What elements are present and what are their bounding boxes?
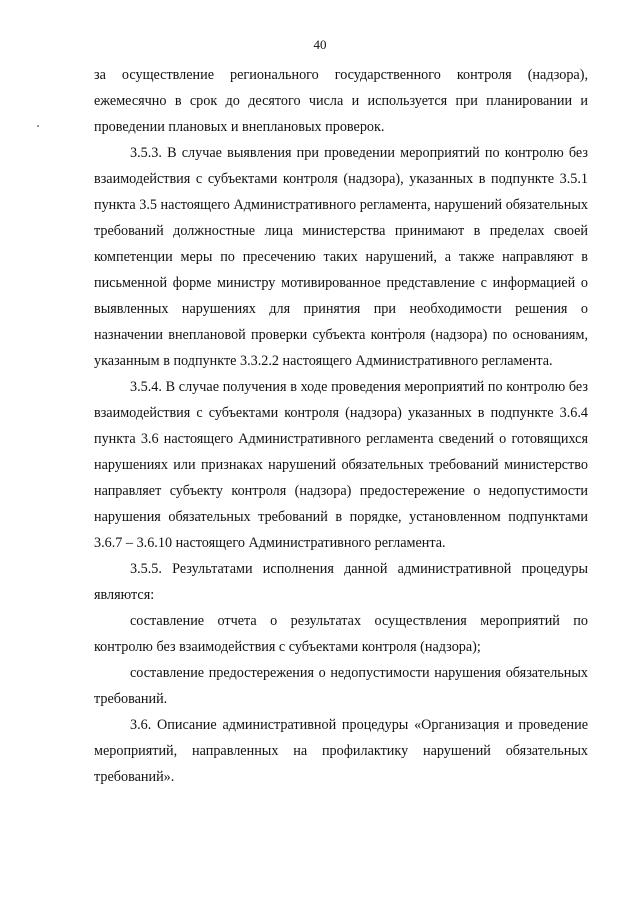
document-body (94, 62, 588, 790)
paragraph-continuation: за осуществление регионального государственного контроля (надзора), ежемесячно в срок до десятого числа и используется при планировании и проведении плановых и внеплановых проверок. (94, 67, 588, 135)
page-number: 40 (313, 37, 327, 52)
paragraph-3-5-4: 3.5.4. В случае получения в ходе проведения мероприятий по контролю без взаимодействия с субъектами контроля (надзора) указанных в подпункте 3.6.4 пункта 3.6 настоящего Административного регламента сведений о готовящихся нарушениях или признаках нарушений обязательных требований министерство направляет субъекту контроля (надзора) предостережение о недопустимости нарушения обязательных требований в порядке, установленном подпунктами 3.6.7 – 3.6.10 настоящего Административного регламента. (94, 379, 588, 551)
paragraph-3-5-5: 3.5.5. Результатами исполнения данной административной процедуры являются: (94, 561, 588, 603)
paragraph-3-5-3: 3.5.3. В случае выявления при проведении мероприятий по контролю без взаимодействия с субъектами контроля (надзора), указанных в подпункте 3.5.1 пункта 3.5 настоящего Административного регламента, нарушений обязательных требований должностные лица министерства принимают в пределах своей компетенции меры по пресечению таких нарушений, а также направляют в письменной форме министру мотивированное представление с информацией о выявленных нарушениях для принятия при необходимости решения о назначении внеплановой проверки субъекта контроля (надзора) по основаниям, указанным в подпункте 3.3.2.2 настоящего Административного регламента. (94, 145, 588, 369)
paragraph-3-5-5-item-warning: составление предостережения о недопустимости нарушения обязательных требований. (94, 665, 588, 707)
scan-speck (37, 125, 39, 127)
paragraph-3-5-5-item-report: составление отчета о результатах осуществления мероприятий по контролю без взаимодействия с субъектами контроля (надзора); (94, 613, 588, 655)
paragraph-3-6: 3.6. Описание административной процедуры «Организация и проведение мероприятий, направленных на профилактику нарушений обязательных требований». (94, 717, 588, 785)
